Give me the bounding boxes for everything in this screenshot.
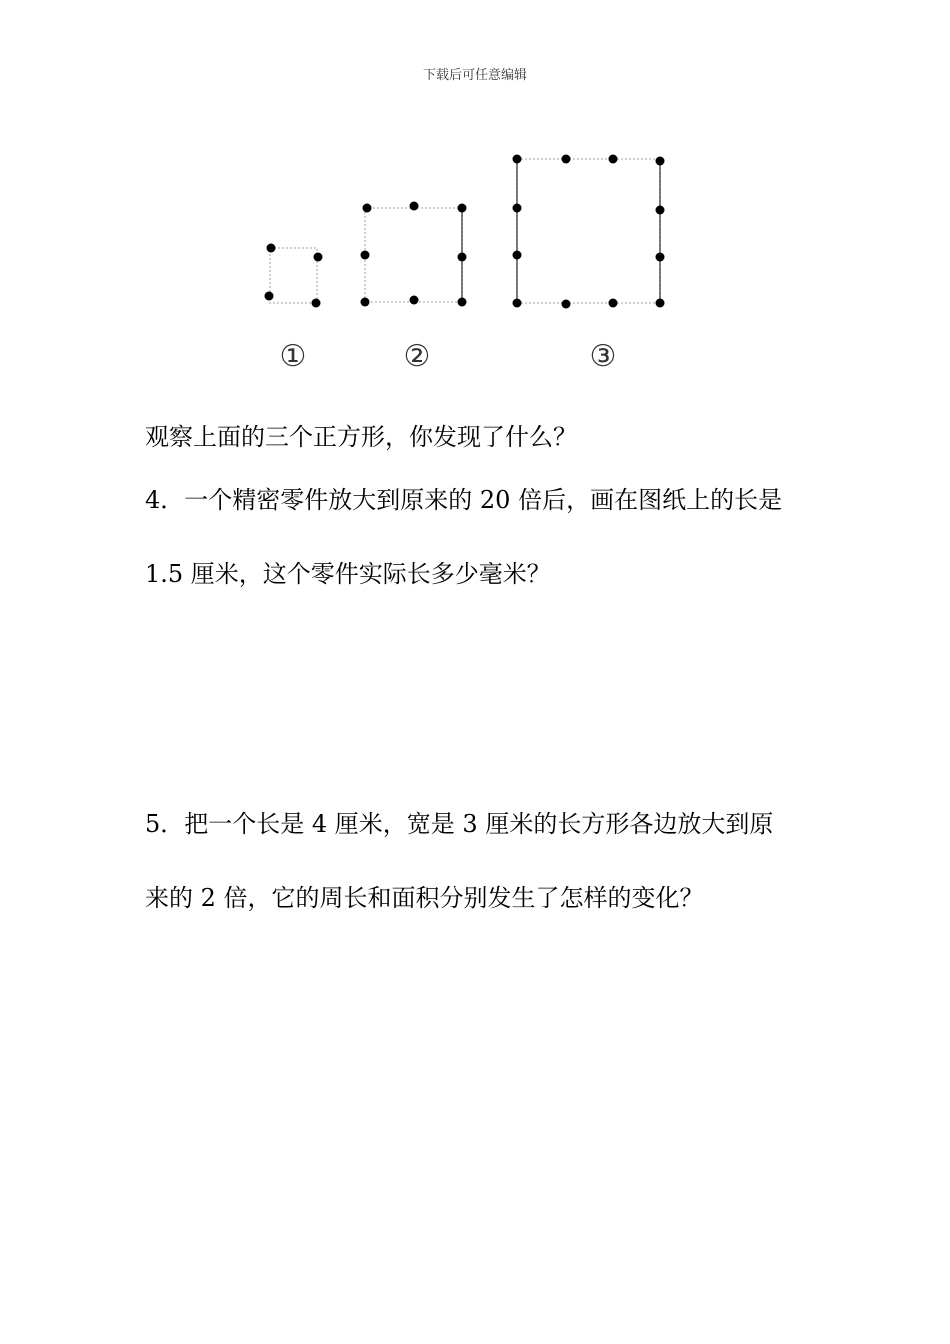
question-4-line-1: 4．一个精密零件放大到原来的 20 倍后，画在图纸上的长是 [145,486,783,514]
dot [656,157,665,166]
dot [410,296,419,305]
dot [458,253,467,262]
observe-question: 观察上面的三个正方形，你发现了什么？ [145,423,577,451]
dot [265,292,274,301]
question-5-line-1: 5．把一个长是 4 厘米，宽是 3 厘米的长方形各边放大到原 [145,810,774,838]
square-3-label: ③ [589,339,617,374]
square-2-label: ② [403,339,431,374]
dot [513,299,522,308]
dot [656,206,665,215]
square-1 [265,244,323,308]
squares-figure [0,140,950,380]
dot [363,204,372,213]
square-2 [361,202,467,307]
dot [609,155,618,164]
dot [458,298,467,307]
header-note: 下载后可任意编辑 [422,68,527,83]
square-1-label: ① [279,339,307,374]
dot [513,204,522,213]
dot [656,299,665,308]
dot [562,300,571,309]
square-3 [513,155,665,309]
dot [410,202,419,211]
question-5-line-2: 来的 2 倍，它的周长和面积分别发生了怎样的变化？ [145,884,704,912]
dot [562,155,571,164]
dot [361,298,370,307]
question-4-line-2: 1.5 厘米，这个零件实际长多少毫米？ [145,560,551,588]
dot [312,299,321,308]
dot [314,253,323,262]
dot [267,244,276,253]
dot [458,204,467,213]
dot [609,299,618,308]
dot [513,155,522,164]
dot [656,253,665,262]
dot [513,251,522,260]
dot [361,251,370,260]
